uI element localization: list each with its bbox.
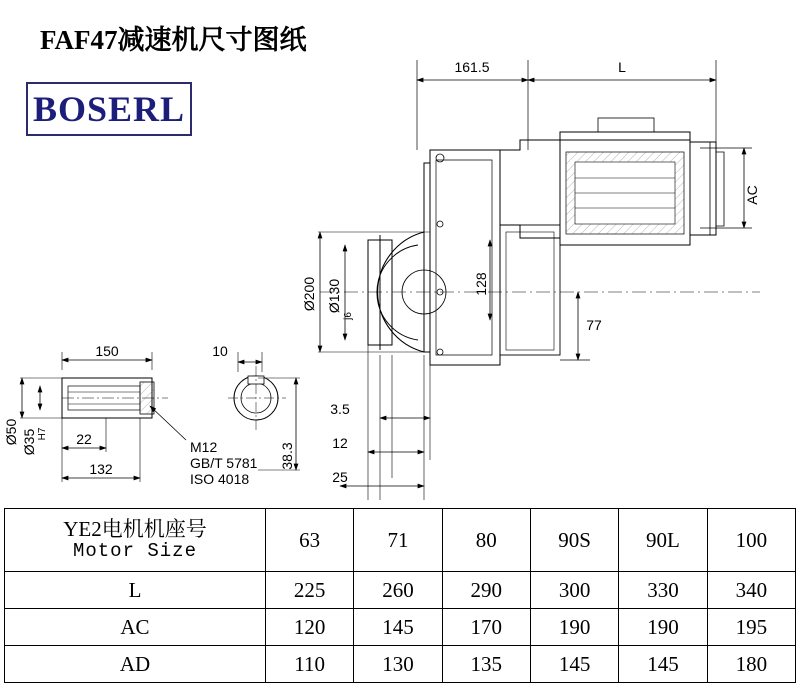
row-l-3: 300 xyxy=(530,572,618,609)
row-ac-1: 145 xyxy=(354,609,442,646)
dim-77: 77 xyxy=(586,317,602,333)
row-l-2: 290 xyxy=(442,572,530,609)
page-title: FAF47减速机尺寸图纸 xyxy=(40,25,307,55)
dim-dia-130: Ø130 xyxy=(326,278,342,314)
spec-table xyxy=(4,508,796,683)
motor-size-2: 80 xyxy=(442,509,530,572)
label-m12: M12 xyxy=(190,439,218,455)
motor-size-1: 71 xyxy=(354,509,442,572)
dim-L: L xyxy=(618,59,626,75)
row-ad-2: 135 xyxy=(442,646,530,683)
dim-3-5: 3.5 xyxy=(330,401,350,417)
dim-AC: AC xyxy=(744,185,760,205)
dim-128: 128 xyxy=(473,272,489,296)
motor-size-0: 63 xyxy=(265,509,353,572)
row-l-4: 330 xyxy=(619,572,707,609)
row-ac-0: 120 xyxy=(265,609,353,646)
row-ad-5: 180 xyxy=(707,646,795,683)
dim-10: 10 xyxy=(212,343,228,359)
dim-dia-35: Ø35 xyxy=(21,428,37,456)
row-l-5: 340 xyxy=(707,572,795,609)
table-row-header xyxy=(5,509,796,572)
dim-dia-50: Ø50 xyxy=(3,418,19,446)
dim-dia-35-tol: H7 xyxy=(37,427,48,441)
motor-size-3: 90S xyxy=(530,509,618,572)
row-ad-0: 110 xyxy=(265,646,353,683)
header-motor-size-en: Motor Size xyxy=(72,540,197,563)
row-l-1: 260 xyxy=(354,572,442,609)
dim-161-5: 161.5 xyxy=(454,59,490,75)
row-l-0: 225 xyxy=(265,572,353,609)
dim-25: 25 xyxy=(332,469,348,485)
dim-38-3: 38.3 xyxy=(279,442,295,470)
row-label-l: L xyxy=(5,572,266,609)
table-row xyxy=(5,572,796,609)
row-ad-3: 145 xyxy=(530,646,618,683)
label-gbt-5781: GB/T 5781 xyxy=(190,455,258,471)
dim-22: 22 xyxy=(76,431,92,447)
row-ad-4: 145 xyxy=(619,646,707,683)
logo-text: BOSERL xyxy=(32,89,186,129)
dim-12: 12 xyxy=(332,435,348,451)
dim-132: 132 xyxy=(89,461,113,477)
row-ac-4: 190 xyxy=(619,609,707,646)
row-ac-3: 190 xyxy=(530,609,618,646)
row-label-ad: AD xyxy=(5,646,266,683)
row-ac-2: 170 xyxy=(442,609,530,646)
dim-dia-200: Ø200 xyxy=(301,276,317,312)
dim-150: 150 xyxy=(95,343,119,359)
header-motor-size-cn: YE2电机机座号 xyxy=(63,517,207,541)
table-row xyxy=(5,646,796,683)
label-iso-4018: ISO 4018 xyxy=(190,471,250,487)
row-ad-1: 130 xyxy=(354,646,442,683)
row-ac-5: 195 xyxy=(707,609,795,646)
motor-size-4: 90L xyxy=(619,509,707,572)
table-row xyxy=(5,609,796,646)
motor-size-5: 100 xyxy=(707,509,795,572)
row-label-ac: AC xyxy=(5,609,266,646)
dim-dia-130-tol: j6 xyxy=(343,312,354,320)
header-motor-size xyxy=(5,509,266,572)
